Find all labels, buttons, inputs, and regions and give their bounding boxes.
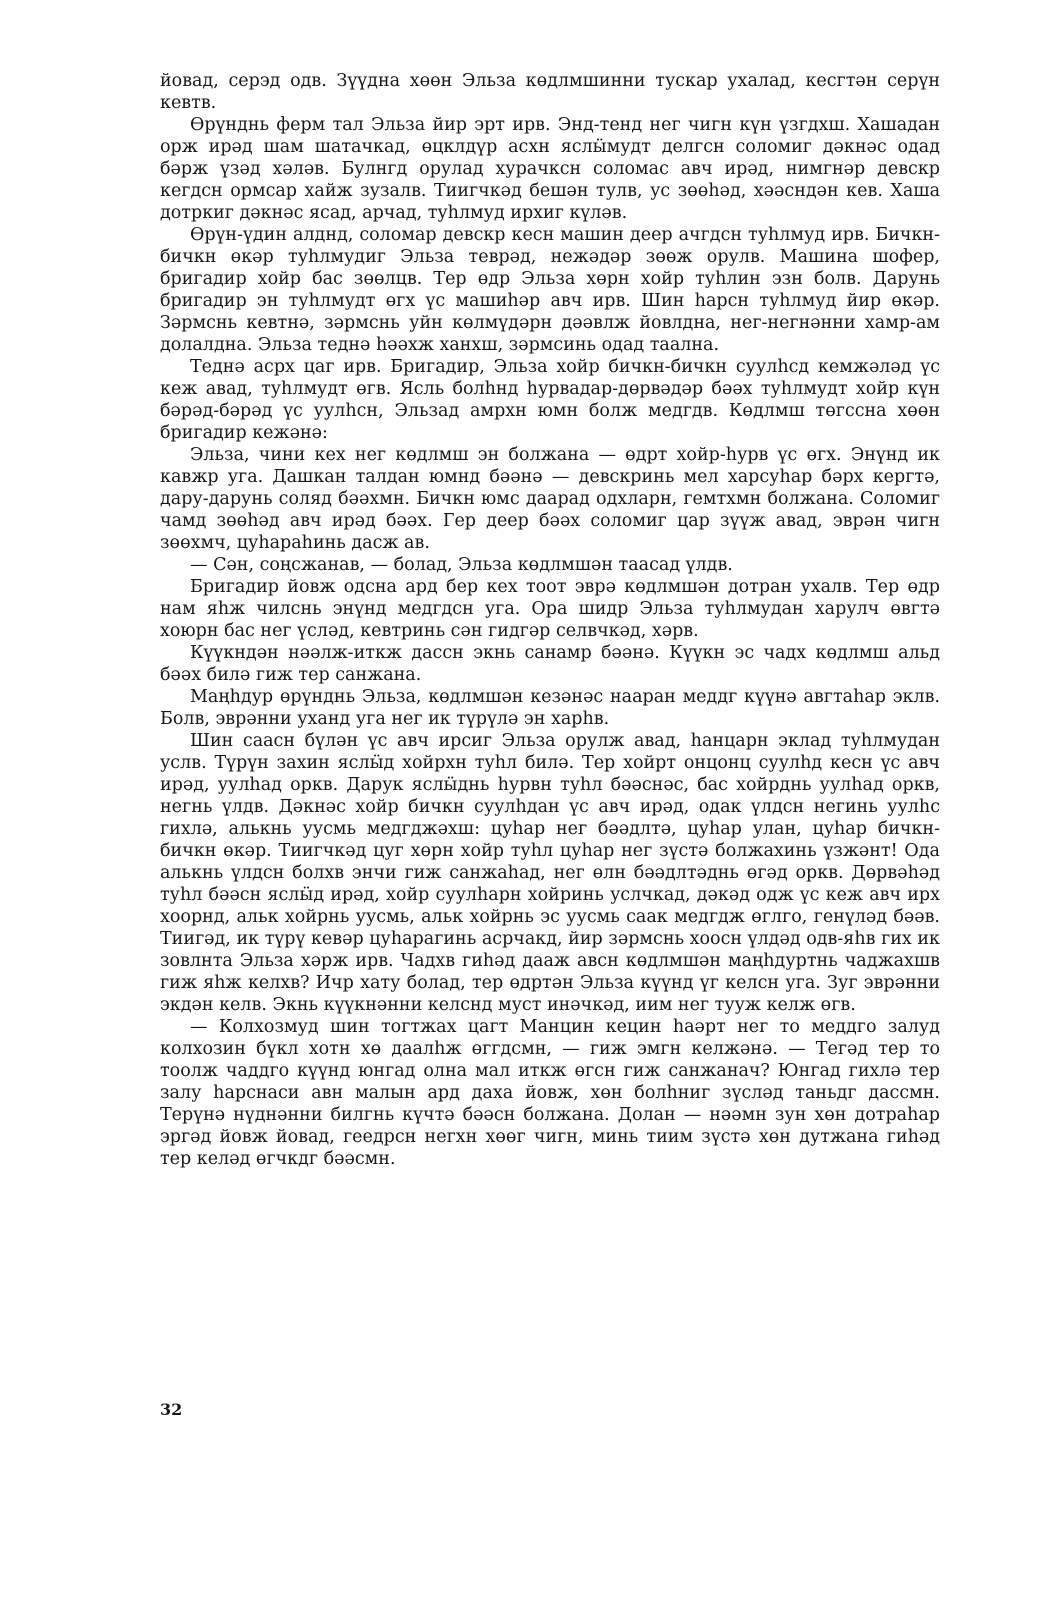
paragraph: Маңһдур өрүнднь Эльза, көдлмшән кезәнәс нааран меддг күүнә авгтаһар эклв. Болв, эврәнни уханд уга нег ик түрүлә эн харһв. <box>160 687 940 729</box>
paragraph: — Колхозмуд шин тогтжах цагт Манцин кецин һаәрт нег то меддго залуд колхозин бүкл хотн хө даалһж өггдсмн, — гиж эмгн келжәнә. — Тегәд тер то тоолж чаддго күүнд юнгад олна мал иткж өгсн гиж санжанач? Юнгад гихлә тер залу һарснаси авн малын ард даха йовж, хөн болһниг зүсләд таньдг дассмн. Терүнә нүднәнни билгнь күчтә бәәсн болжана. Долан — нәәмн зун хөн дотраһар эргәд йовж йовад, геедрсн негхн хөөг чигн, минь тиим зүстә хөн дутжана гиһәд тер келәд өгчкдг бәәсмн. <box>160 1017 940 1169</box>
paragraph: Шин саасн бүлән үс авч ирсиг Эльза орулж авад, һанцарн эклад туһлмудан услв. Түрүн захин яслӹд хойрхн туһл билә. Тер хойрт онцонц суулһд кесн үс авч ирәд, уулһад оркв. Дарук яслӹднь һурвн туһл бәәснәс, бас хойрднь уулһад оркв, негнь үлдв. Дәкнәс хойр бичкн суулһдан үс авч ирәд, одак үлдсн негинь уулһс гихлә, алькнь уусмь медгджәхш: цуһар нег бәәдлтә, цуһар улан, цуһар бичкн-бичкн өкәр. Тиигчкәд цуг хөрн хойр туһл цуһар нег зүстә болжахинь үзжәнт! Ода алькнь үлдсн болхв энчи гиж санжаһад, нег өлн бәәдлтәднь өгәд оркв. Дөрвәһәд туһл бәәсн яслӹд ирәд, хойр суулһарн хойринь услчкад, дәкәд одж үс кеж авч ирх хоорнд, альк хойрнь уусмь, альк хойрнь эс уусмь саак медгдж өглго, генүләд бәәв. Тиигәд, ик түрү кевәр цуһарагинь асрчакд, йир зәрмснь хоосн үлдәд одв-яһв гих ик зовлнта Эльза хәрж ирв. Чадхв гиһәд дааж авсн көдлмшән маңһдуртнь чаджахшв гиж яһж келхв? Ичр хату болад, тер өдртән Эльза күүнд үг келсн уга. Зуг эврәнни экдән келв. Экнь күүкнәнни келснд муст инәчкәд, иим нег тууж келж өгв. <box>160 731 940 1015</box>
page-text <box>160 70 940 1170</box>
paragraph: Өрүнднь ферм тал Эльза йир эрт ирв. Энд-тенд нег чигн күн үзгдхш. Хашадан орж ирәд шам шатачкад, өцклдүр асхн яслӹмудт делгсн соломиг дәкнәс одад бәрж үзәд хәләв. Булнгд орулад хурачксн соломас авч ирәд, нимгнәр девскр кегдсн ормсар хайж зузалв. Тиигчкәд бешән тулв, ус зөөһәд, хәәсндән кев. Хаша дотркиг дәкнәс ясад, арчад, туһлмуд ирхиг күләв. <box>160 115 940 223</box>
paragraph: Өрүн-үдин алднд, соломар девскр кесн машин деер ачгдсн туһлмуд ирв. Бичкн-бичкн өкәр туһлмудиг Эльза теврәд, нежәдәр зөөж орулв. Машина шофер, бригадир хойр бас зөөлцв. Тер өдр Эльза хөрн хойр туһлин эзн болв. Дарунь бригадир эн туһлмудт өгх үс машиһәр авч ирв. Шин һарсн туһлмуд йир өкәр. Зәрмснь кевтнә, зәрмснь уйн көлмүдәрн дәәвлж йовлдна, нег-негнәнни хамр-ам долалдна. Эльза теднә һәәхж ханхш, зәрмсинь одад таална. <box>160 225 940 355</box>
paragraph: йовад, серэд одв. Зүүдна хөөн Эльза көдлмшинни тускар ухалад, кесгтән серүн кевтв. <box>160 71 940 113</box>
paragraph: Эльза, чини кех нег көдлмш эн болжана — өдрт хойр-һурв үс өгх. Энүнд ик кавжр уга. Дашкан талдан юмнд бәәнә — девскринь мел харсуһар бәрх кергтә, дару-дарунь соляд бәәхмн. Бичкн юмс даарад одхларн, гемтхмн болжана. Соломиг чамд зөөһәд авч ирәд бәәх. Гер деер бәәх соломиг цар зүүж авад, эврән чигн зөөхмч, цуһараһинь дасж ав. <box>160 445 940 553</box>
paragraph: — Сән, соңсжанав, — болад, Эльза көдлмшән таасад үлдв. <box>190 555 733 575</box>
paragraph: Бригадир йовж одсна ард бер кех тоот эврә көдлмшән дотран ухалв. Тер өдр нам яһж чилснь энүнд медгдсн уга. Ора шидр Эльза туһлмудан харулч өвгтә хоюрн бас нег үсләд, кевтринь сән гидгәр селвчкәд, хәрв. <box>160 577 940 641</box>
paragraph: Теднә асрх цаг ирв. Бригадир, Эльза хойр бичкн-бичкн суулһсд кемжәләд үс кеж авад, туһлмудт өгв. Ясль болһнд һурвадар-дөрвәдәр бәәх туһлмудт хойр күн бәрәд-бәрәд үс уулһсн, Эльзад амрхн юмн болж медгдв. Көдлмш төгссна хөөн бригадир кежәнә: <box>160 357 940 443</box>
page-number: 32 <box>160 1400 183 1419</box>
paragraph: Күүкндән нәәлж-иткж дассн экнь санамр бәәнә. Күүкн эс чадх көдлмш альд бәәх билә гиж тер санжана. <box>160 643 940 685</box>
